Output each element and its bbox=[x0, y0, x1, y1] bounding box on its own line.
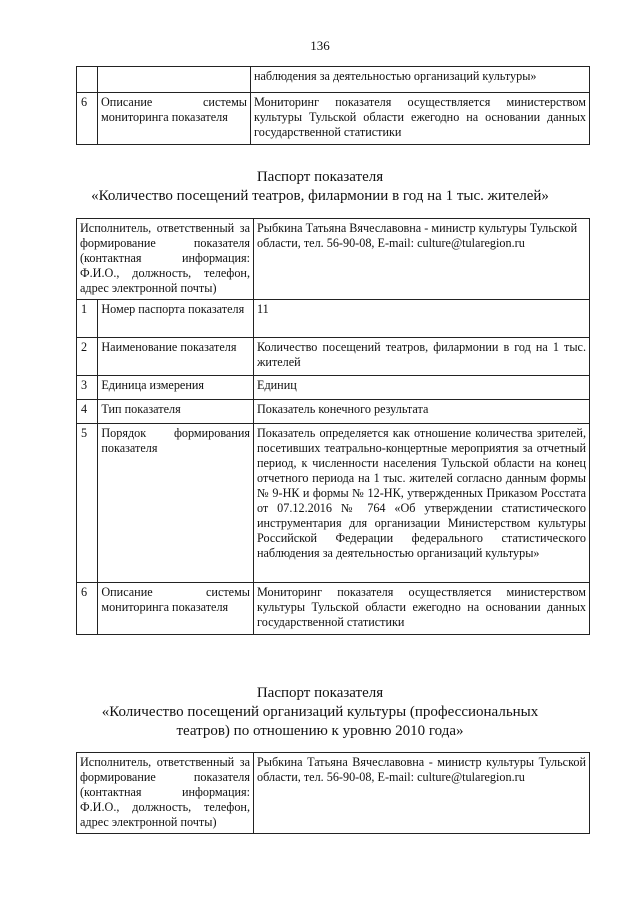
row-value-cell: Мониторинг показателя осуществляется министерством культуры Тульской области ежегодно на основании данных государственной статистики bbox=[254, 583, 590, 635]
row-number-cell: 3 bbox=[77, 376, 98, 400]
row-number-cell: 5 bbox=[77, 424, 98, 583]
passport-subtitle-line-2: театров) по отношению к уровню 2010 года» bbox=[176, 723, 464, 739]
executor-row bbox=[77, 219, 590, 300]
row-value-cell: Мониторинг показателя осуществляется министерством культуры Тульской области ежегодно на основании данных государственной статистики bbox=[251, 93, 590, 145]
row-number-cell bbox=[77, 67, 98, 93]
table-row bbox=[77, 583, 590, 635]
row-number-cell: 4 bbox=[77, 400, 98, 424]
row-label-cell: Порядок формирования показателя bbox=[98, 424, 254, 583]
passport-table-1 bbox=[76, 218, 590, 635]
executor-row bbox=[77, 753, 590, 834]
row-number-cell: 2 bbox=[77, 338, 98, 376]
table-row bbox=[77, 67, 590, 93]
row-value-cell: 11 bbox=[254, 300, 590, 338]
row-label-cell bbox=[98, 67, 251, 93]
continuation-table bbox=[76, 66, 590, 145]
passport-subtitle-line-1: «Количество посещений организаций культуры (профессиональных bbox=[101, 704, 539, 720]
row-value-cell: Показатель конечного результата bbox=[254, 400, 590, 424]
passport-title: Паспорт показателя bbox=[256, 169, 384, 185]
row-label-cell: Описание системы мониторинга показателя bbox=[98, 93, 251, 145]
row-number-cell: 6 bbox=[77, 583, 98, 635]
executor-value-cell: Рыбкина Татьяна Вячеславовна - министр культуры Тульской области, тел. 56-90-08, E-mail: culture@tularegion.ru bbox=[254, 753, 590, 834]
row-value-cell: Количество посещений театров, филармонии в год на 1 тыс. жителей bbox=[254, 338, 590, 376]
table-row bbox=[77, 338, 590, 376]
passport-subtitle: «Количество посещений театров, филармонии в год на 1 тыс. жителей» bbox=[91, 188, 549, 204]
executor-label-cell: Исполнитель, ответственный за формирование показателя (контактная информация: Ф.И.О., должность, телефон, адрес электронной почты) bbox=[77, 219, 254, 300]
row-label-cell: Тип показателя bbox=[98, 400, 254, 424]
table-row bbox=[77, 300, 590, 338]
row-label-cell: Описание системы мониторинга показателя bbox=[98, 583, 254, 635]
table-row bbox=[77, 93, 590, 145]
page-number: 136 bbox=[310, 38, 330, 53]
table-row bbox=[77, 376, 590, 400]
table-row bbox=[77, 400, 590, 424]
executor-value-cell: Рыбкина Татьяна Вячеславовна - министр культуры Тульской области, тел. 56-90-08, E-mail: culture@tularegion.ru bbox=[254, 219, 590, 300]
table-row bbox=[77, 424, 590, 583]
row-label-cell: Единица измерения bbox=[98, 376, 254, 400]
passport-table-2 bbox=[76, 752, 590, 834]
executor-label-cell: Исполнитель, ответственный за формирование показателя (контактная информация: Ф.И.О., должность, телефон, адрес электронной почты) bbox=[77, 753, 254, 834]
row-label-cell: Наименование показателя bbox=[98, 338, 254, 376]
row-number-cell: 6 bbox=[77, 93, 98, 145]
row-value-cell: Показатель определяется как отношение количества зрителей, посетивших театрально-концертные мероприятия за отчетный период, к численности населения Тульской области на конец отчетного периода на 1 тыс. жителей согласно данным формы № 9-НК и формы № 12-НК, утвержденных Приказом Росстата от 07.12.2016 № 764 «Об утверждении статистического инструментария для организации Министерством культуры Российской Федерации федерального статистического наблюдения за деятельностью организаций культуры» bbox=[254, 424, 590, 583]
row-number-cell: 1 bbox=[77, 300, 98, 338]
passport-title: Паспорт показателя bbox=[256, 685, 384, 701]
row-label-cell: Номер паспорта показателя bbox=[98, 300, 254, 338]
row-value-cell: Единиц bbox=[254, 376, 590, 400]
row-value-cell: наблюдения за деятельностью организаций культуры» bbox=[251, 67, 590, 93]
